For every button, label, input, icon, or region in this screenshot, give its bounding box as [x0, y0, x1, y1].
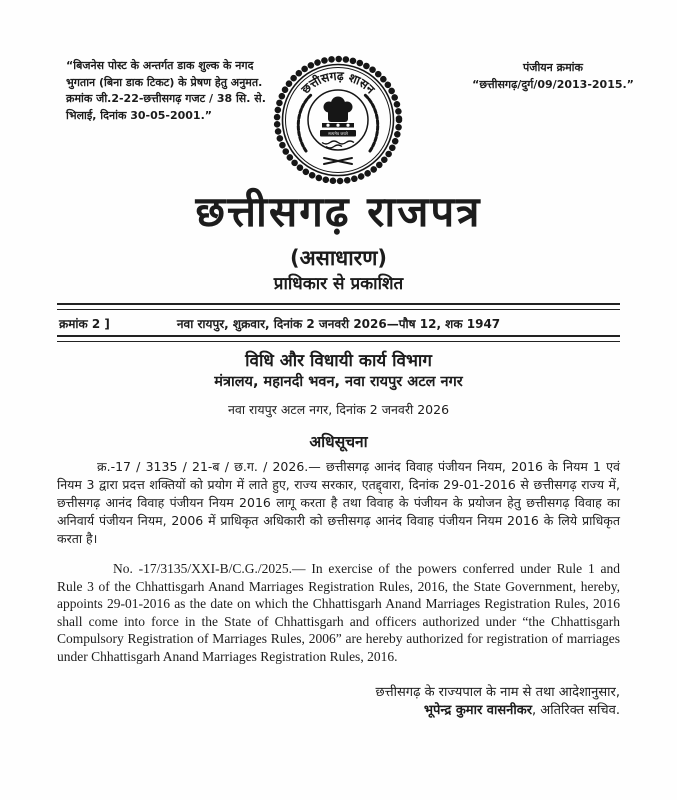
notification-paragraph-english: No. -17/3135/XXI-B/C.G./2025.— In exercise of the powers conferred under Rule 1 and Rule 3 of the Chhattisgarh Anand Marriages Registration Rules, 2016, the State Government, hereby, appoints 29-01-2016 as the date on which the Chhattisgarh Anand Marriages Registration Rules, 2016 shall come into force in the State of Chhattisgarh and officers authorized under “the Chhattisgarh Compulsory Registration of Marriages Rules, 2006” are hereby authorized for registration of marriages under Chhattisgarh Anand Marriages Registration Rules, 2016. [57, 561, 620, 664]
signatory-name: भूपेन्द्र कुमार वासनीकर [423, 703, 533, 718]
place-date-line: नवा रायपुर अटल नगर, दिनांक 2 जनवरी 2026 [227, 402, 450, 417]
water-waves-icon [322, 141, 354, 148]
issue-date-line: नवा रायपुर, शुक्रवार, दिनांक 2 जनवरी 2026—पौष 12, शक 1947 [176, 317, 501, 331]
gazette-title: छत्तीसगढ़ राजपत्र [195, 187, 482, 236]
crossed-stems-icon [324, 158, 352, 164]
emblem-motto: सत्यमेव जयते [328, 131, 348, 136]
top-double-rule [57, 303, 620, 310]
postal-permission-note: “बिजनेस पोस्ट के अन्तर्गत डाक शुल्क के नगद भुगतान (बिना डाक टिकट) के प्रेषण हेतु अनुमत. क्रमांक जी.2-22-छत्तीसगढ़ गजट / 38 सि. से. भिलाई, दिनांक 30-05-2001.” [66, 59, 266, 122]
department-name: विधि और विधायी कार्य विभाग [245, 351, 432, 371]
authority-line: प्राधिकार से प्रकाशित [273, 274, 404, 294]
issue-bar [57, 303, 620, 342]
signature-block [57, 684, 620, 720]
registration-number-block [468, 60, 638, 93]
issue-number: क्रमांक 2 ] [59, 317, 110, 331]
signatory-line [57, 702, 620, 720]
signature-order-line: छत्तीसगढ़ के राज्यपाल के नाम से तथा आदेशानुसार, [375, 685, 620, 700]
registration-number: “छत्तीसगढ़/दुर्ग/09/2013-2015.” [472, 77, 634, 91]
emblem-ring-text: छत्तीसगढ़ शासन [298, 68, 378, 97]
state-emblem-icon [268, 50, 408, 190]
registration-label: पंजीयन क्रमांक [523, 61, 583, 74]
gazette-subtitle: (असाधारण) [290, 246, 387, 270]
notification-paragraph-hindi: क्र.-17 / 3135 / 21-ब / छ.ग. / 2026.— छत्तीसगढ़ आनंद विवाह पंजीयन नियम, 2016 के नियम 1 एवं नियम 3 द्वारा प्रदत्त शक्तियों को प्रयोग में लाते हुए, राज्य सरकार, एतद्द्वारा, दिनांक 29-01-2016 से छत्तीसगढ़ राज्य में, छत्तीसगढ़ आनंद विवाह पंजीयन नियम 2016 लागू करता है तथा विवाह के पंजीयन के प्रयोजन हेतु छत्तीसगढ़ विवाह का अनिवार्य पंजीयन नियम, 2006 में प्राधिकृत अधिकारी को छत्तीसगढ़ आनंद विवाह पंजीयन नियम 2016 के लिये प्राधिकृत करता है। [57, 459, 620, 546]
department-address: मंत्रालय, महानदी भवन, नवा रायपुर अटल नगर [214, 374, 463, 390]
bottom-double-rule [57, 335, 620, 342]
notification-heading: अधिसूचना [309, 433, 368, 451]
signatory-designation: , अतिरिक्त सचिव. [532, 703, 620, 718]
